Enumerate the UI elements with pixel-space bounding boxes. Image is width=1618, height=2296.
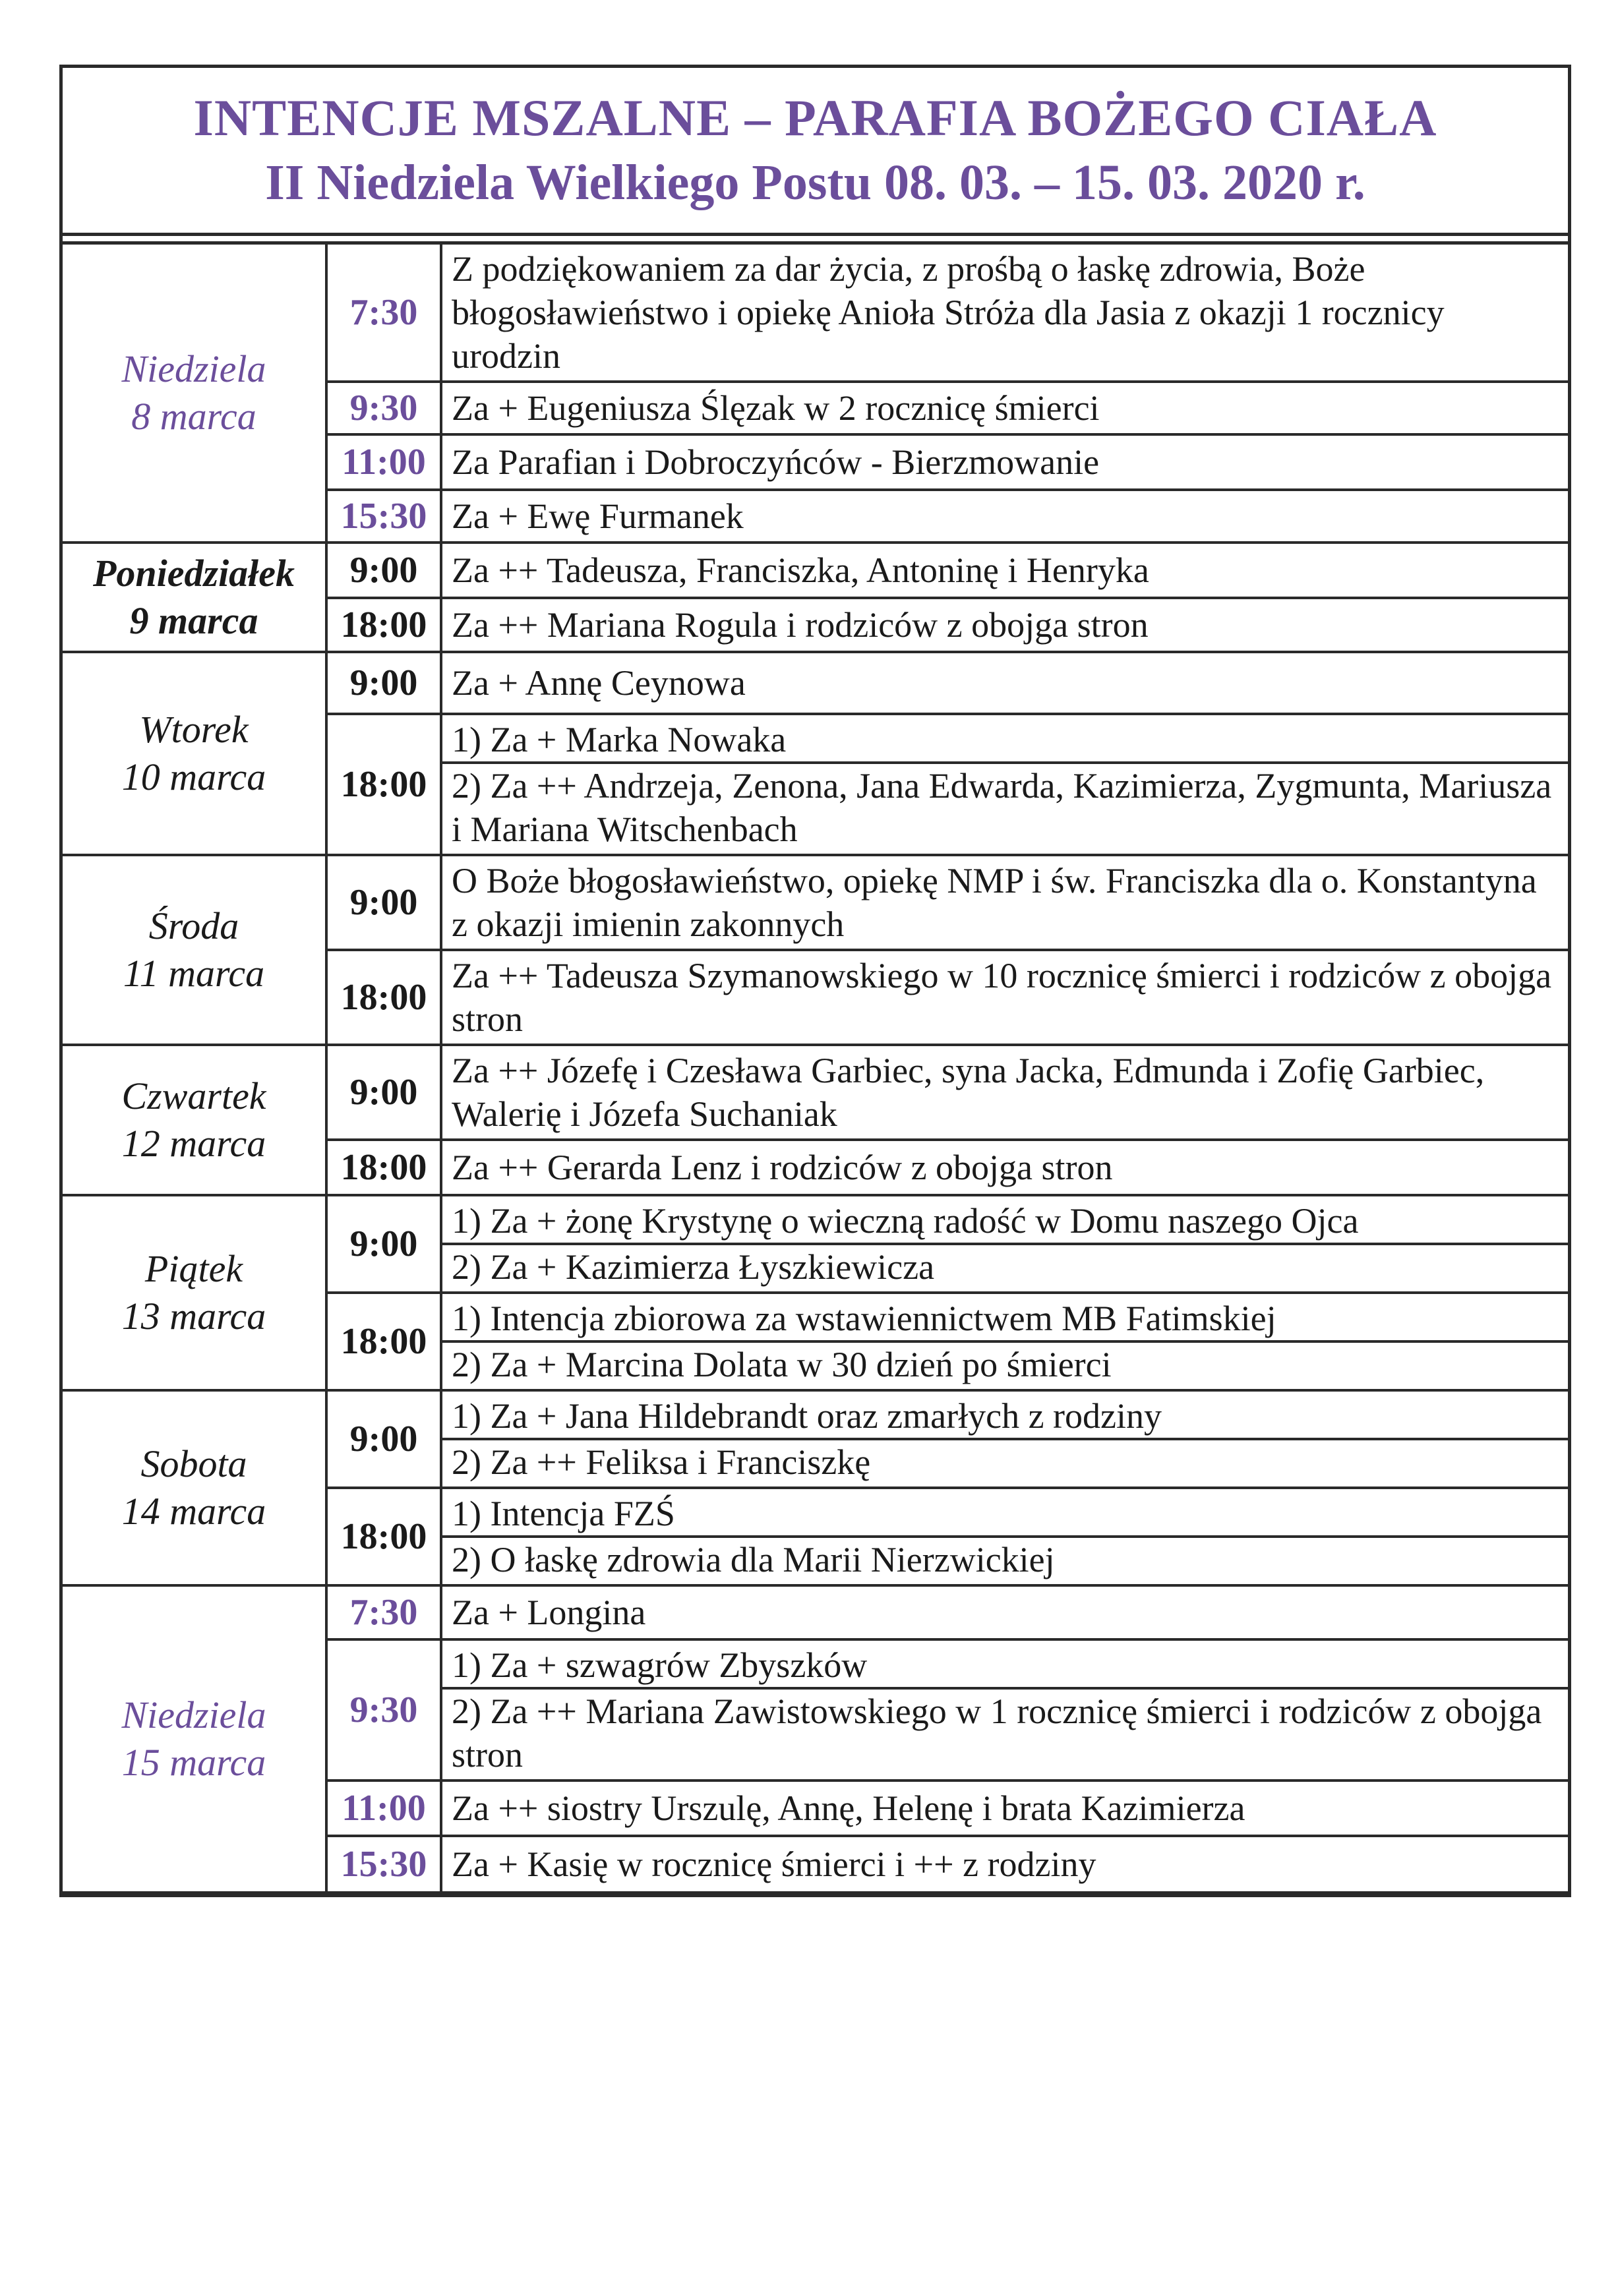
mass-time: 9:00: [326, 1390, 441, 1488]
mass-time: 7:30: [326, 1585, 441, 1639]
mass-intention: 2) Za ++ Feliksa i Franciszkę: [442, 1438, 1568, 1484]
table-row: [63, 855, 1568, 950]
day-name: Piątek: [144, 1247, 243, 1290]
table-row: [63, 1390, 1568, 1488]
day-name: Środa: [148, 904, 239, 947]
mass-time: 18:00: [326, 1293, 441, 1390]
mass-time: 18:00: [326, 1140, 441, 1195]
day-cell-monday: [63, 543, 326, 652]
day-date: 9 marca: [129, 599, 258, 642]
day-date: 8 marca: [131, 395, 256, 438]
mass-intention: Za + Ewę Furmanek: [441, 490, 1568, 543]
mass-time: 9:30: [326, 382, 441, 434]
mass-intention: Za ++ Gerarda Lenz i rodziców z obojga stron: [441, 1140, 1568, 1195]
mass-intention-group: [441, 1195, 1568, 1293]
mass-intention: 1) Za + Marka Nowaka: [452, 720, 787, 759]
mass-intention: 1) Intencja zbiorowa za wstawiennictwem MB Fatimskiej: [452, 1299, 1276, 1338]
mass-time: 18:00: [326, 1488, 441, 1585]
document-header: [63, 68, 1568, 236]
table-row: [63, 652, 1568, 714]
mass-intention: Za ++ Mariana Rogula i rodziców z obojga stron: [441, 598, 1568, 652]
mass-intention: O Boże błogosławieństwo, opiekę NMP i św. Franciszka dla o. Konstantyna z okazji imienin zakonnych: [441, 855, 1568, 950]
mass-intention: 2) Za ++ Andrzeja, Zenona, Jana Edwarda, Kazimierza, Zygmunta, Mariusza i Mariana Witschenbach: [442, 761, 1568, 851]
mass-intention: Za ++ Józefę i Czesława Garbiec, syna Jacka, Edmunda i Zofię Garbiec, Walerię i Józefa Suchaniak: [441, 1045, 1568, 1140]
mass-intention: Za Parafian i Dobroczyńców - Bierzmowanie: [441, 434, 1568, 490]
mass-time: 18:00: [326, 598, 441, 652]
mass-intention: 2) Za ++ Mariana Zawistowskiego w 1 rocznicę śmierci i rodziców z obojga stron: [442, 1687, 1568, 1777]
mass-intention: Za + Annę Ceynowa: [441, 652, 1568, 714]
day-date: 14 marca: [121, 1490, 266, 1533]
mass-intention: 1) Za + Jana Hildebrandt oraz zmarłych z rodziny: [452, 1396, 1162, 1436]
mass-intention-group: [441, 1390, 1568, 1488]
mass-intention: Za ++ siostry Urszulę, Annę, Helenę i brata Kazimierza: [441, 1781, 1568, 1836]
day-cell-wednesday: [63, 855, 326, 1045]
mass-intention: 1) Intencja FZŚ: [452, 1494, 675, 1533]
document-subtitle: II Niedziela Wielkiego Postu 08. 03. – 15. 03. 2020 r.: [265, 155, 1365, 210]
mass-time: 9:00: [326, 652, 441, 714]
mass-time: 11:00: [326, 434, 441, 490]
mass-intention-group: [441, 1293, 1568, 1390]
mass-intention: 2) O łaskę zdrowia dla Marii Nierzwickiej: [442, 1535, 1568, 1581]
day-cell-sunday-15: [63, 1585, 326, 1893]
mass-intention-group: [441, 1639, 1568, 1781]
day-name: Wtorek: [139, 708, 249, 751]
day-date: 11 marca: [123, 952, 265, 995]
mass-time: 11:00: [326, 1781, 441, 1836]
intentions-table: [63, 245, 1568, 1894]
mass-intention: Z podziękowaniem za dar życia, z prośbą o łaskę zdrowia, Boże błogosławieństwo i opiekę Anioła Stróża dla Jasia z okazji 1 rocznicy urodzin: [441, 245, 1568, 382]
table-row: [63, 543, 1568, 598]
table-row: [63, 1585, 1568, 1639]
mass-intention: Za ++ Tadeusza, Franciszka, Antoninę i Henryka: [441, 543, 1568, 598]
day-cell-friday: [63, 1195, 326, 1390]
day-cell-saturday: [63, 1390, 326, 1585]
header-spacer: [63, 236, 1568, 245]
mass-time: 15:30: [326, 1836, 441, 1893]
mass-intention: Za + Eugeniusza Ślęzak w 2 rocznicę śmierci: [441, 382, 1568, 434]
mass-time: 18:00: [326, 950, 441, 1045]
intentions-document: [59, 65, 1571, 1897]
mass-time: 7:30: [326, 245, 441, 382]
mass-intention: 2) Za + Marcina Dolata w 30 dzień po śmierci: [442, 1340, 1568, 1386]
mass-intention-group: [441, 714, 1568, 855]
mass-time: 9:00: [326, 1195, 441, 1293]
day-name: Niedziela: [121, 1693, 266, 1736]
mass-intention: 1) Za + szwagrów Zbyszków: [452, 1645, 868, 1685]
mass-time: 18:00: [326, 714, 441, 855]
mass-time: 9:00: [326, 1045, 441, 1140]
day-date: 10 marca: [121, 755, 266, 798]
mass-intention: 1) Za + żonę Krystynę o wieczną radość w Domu naszego Ojca: [452, 1201, 1359, 1241]
day-cell-thursday: [63, 1045, 326, 1195]
day-date: 12 marca: [121, 1122, 266, 1165]
mass-time: 9:30: [326, 1639, 441, 1781]
table-row: [63, 245, 1568, 382]
mass-intention: Za + Kasię w rocznicę śmierci i ++ z rodziny: [441, 1836, 1568, 1893]
day-cell-tuesday: [63, 652, 326, 855]
day-date: 15 marca: [121, 1741, 266, 1784]
table-row: [63, 1195, 1568, 1293]
day-name: Niedziela: [121, 347, 266, 390]
mass-intention: Za + Longina: [441, 1585, 1568, 1639]
table-row: [63, 1045, 1568, 1140]
mass-time: 15:30: [326, 490, 441, 543]
mass-intention-group: [441, 1488, 1568, 1585]
document-title: INTENCJE MSZALNE – PARAFIA BOŻEGO CIAŁA: [193, 89, 1437, 146]
day-name: Czwartek: [121, 1074, 266, 1117]
day-name: Sobota: [140, 1442, 247, 1485]
mass-time: 9:00: [326, 543, 441, 598]
day-cell-sunday-8: [63, 245, 326, 543]
day-date: 13 marca: [121, 1295, 266, 1338]
mass-intention: Za ++ Tadeusza Szymanowskiego w 10 rocznicę śmierci i rodziców z obojga stron: [441, 950, 1568, 1045]
mass-intention: 2) Za + Kazimierza Łyszkiewicza: [442, 1243, 1568, 1289]
day-name: Poniedziałek: [92, 552, 295, 595]
mass-time: 9:00: [326, 855, 441, 950]
